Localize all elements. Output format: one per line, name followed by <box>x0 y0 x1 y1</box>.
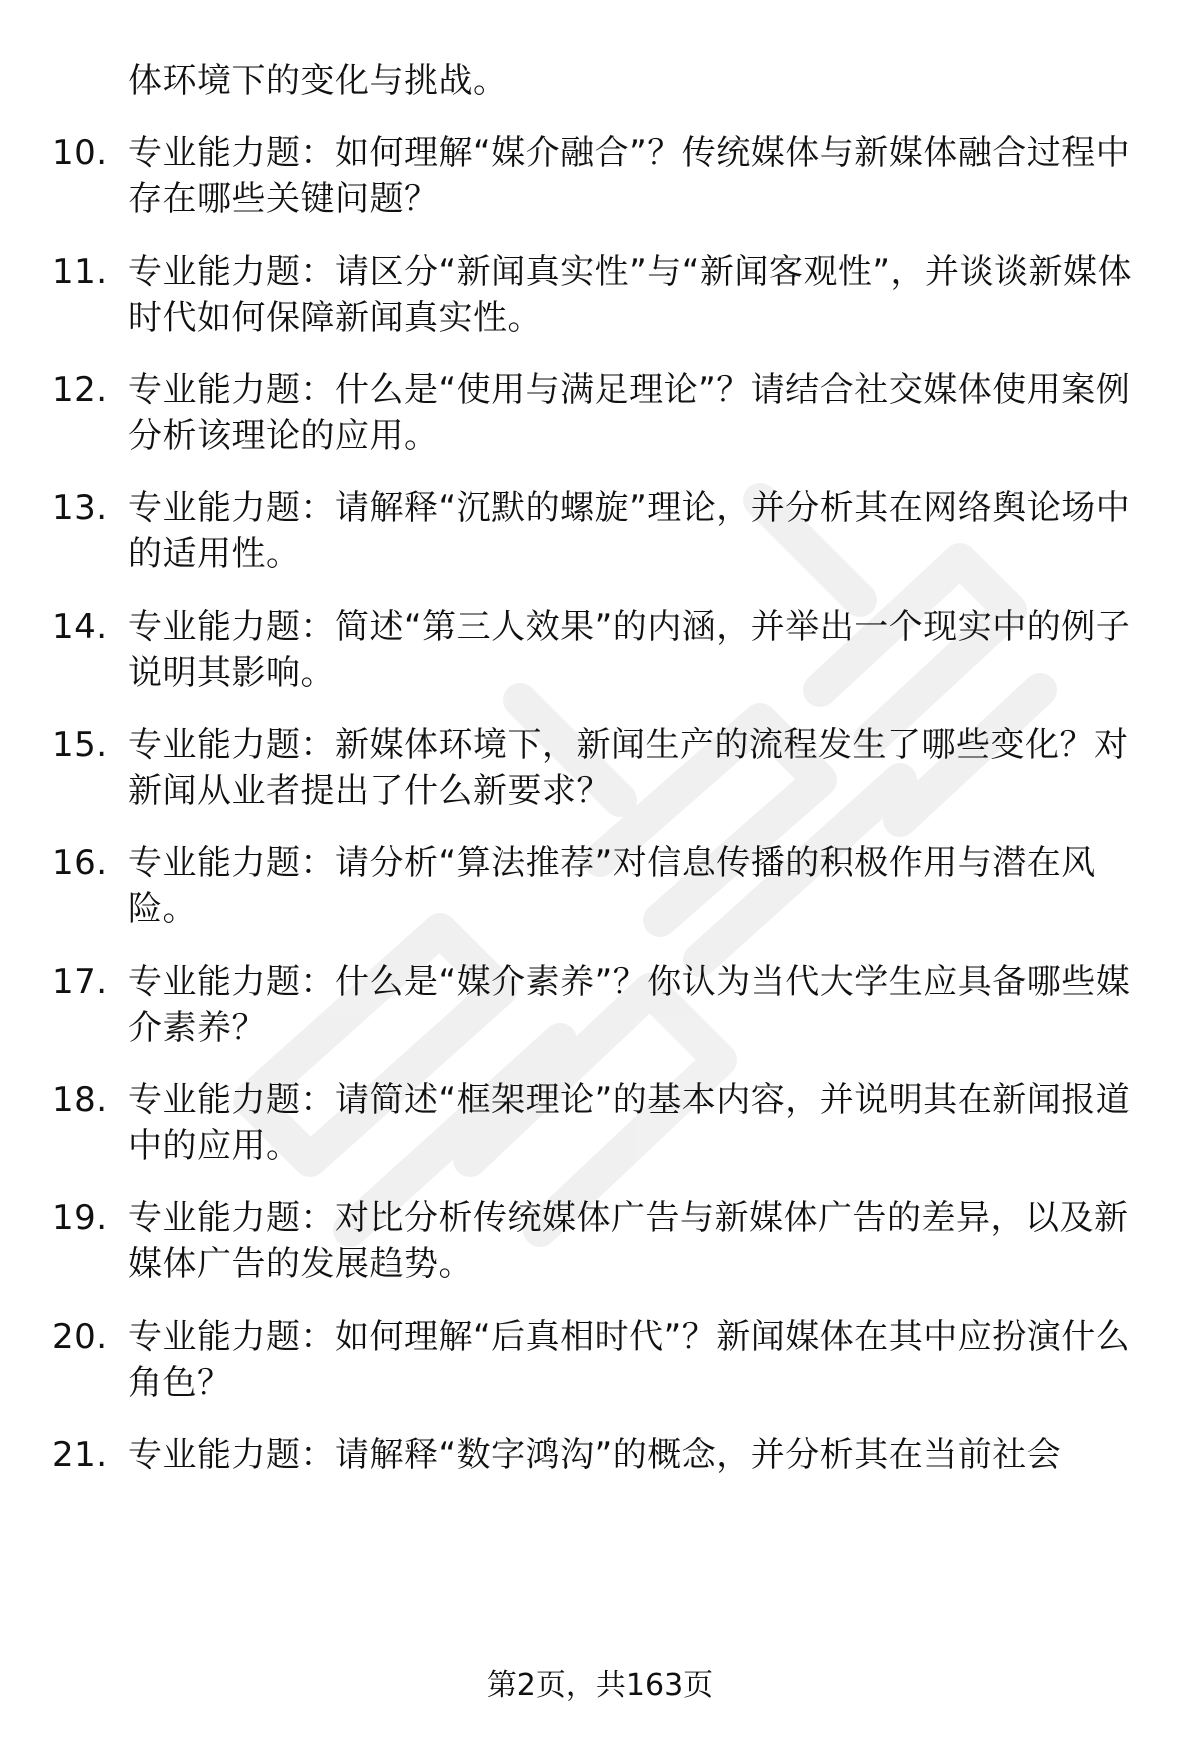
question-number: 21. <box>52 1435 108 1475</box>
question-text: 专业能力题：如何理解“媒介融合”？传统媒体与新媒体融合过程中存在哪些关键问题？ <box>128 133 1131 219</box>
question-number: 19. <box>52 1198 108 1238</box>
page-footer: 第2页，共163页 <box>486 1668 714 1703</box>
question-number: 18. <box>52 1080 108 1120</box>
question-item <box>52 367 1142 459</box>
question-item <box>52 604 1142 696</box>
question-text: 专业能力题：对比分析传统媒体广告与新媒体广告的差异，以及新媒体广告的发展趋势。 <box>128 1198 1129 1284</box>
question-number: 10. <box>52 133 108 173</box>
question-text: 专业能力题：什么是“媒介素养”？你认为当代大学生应具备哪些媒介素养？ <box>128 962 1131 1048</box>
question-text: 专业能力题：请简述“框架理论”的基本内容，并说明其在新闻报道中的应用。 <box>128 1080 1131 1166</box>
question-number: 16. <box>52 843 108 883</box>
question-text: 专业能力题：请区分“新闻真实性”与“新闻客观性”，并谈谈新媒体时代如何保障新闻真实性。 <box>128 252 1132 338</box>
question-text: 专业能力题：请解释“数字鸿沟”的概念，并分析其在当前社会 <box>128 1435 1062 1475</box>
question-text: 专业能力题：新媒体环境下，新闻生产的流程发生了哪些变化？对新闻从业者提出了什么新要求？ <box>128 725 1129 811</box>
question-text: 专业能力题：请解释“沉默的螺旋”理论，并分析其在网络舆论场中的适用性。 <box>128 488 1131 574</box>
question-text: 专业能力题：如何理解“后真相时代”？新闻媒体在其中应扮演什么角色？ <box>128 1317 1131 1403</box>
question-number: 11. <box>52 252 108 292</box>
question-number: 13. <box>52 488 108 528</box>
question-text: 专业能力题：什么是“使用与满足理论”？请结合社交媒体使用案例分析该理论的应用。 <box>128 370 1131 456</box>
question-item <box>52 1432 1142 1478</box>
question-item <box>52 840 1142 932</box>
question-number: 14. <box>52 607 108 647</box>
question-number: 12. <box>52 370 108 410</box>
question-number: 17. <box>52 962 108 1002</box>
question-text: 专业能力题：请分析“算法推荐”对信息传播的积极作用与潜在风险。 <box>128 843 1096 929</box>
question-item <box>52 249 1142 341</box>
question-item <box>52 722 1142 814</box>
question-item <box>52 1077 1142 1169</box>
question-item <box>52 130 1142 222</box>
question-number: 15. <box>52 725 108 765</box>
question-text: 专业能力题：简述“第三人效果”的内涵，并举出一个现实中的例子说明其影响。 <box>128 607 1131 693</box>
continuation-text: 体环境下的变化与挑战。 <box>128 61 508 101</box>
question-item <box>52 485 1142 577</box>
question-item <box>52 1195 1142 1287</box>
question-number: 20. <box>52 1317 108 1357</box>
question-item <box>52 959 1142 1051</box>
question-item <box>52 1314 1142 1406</box>
